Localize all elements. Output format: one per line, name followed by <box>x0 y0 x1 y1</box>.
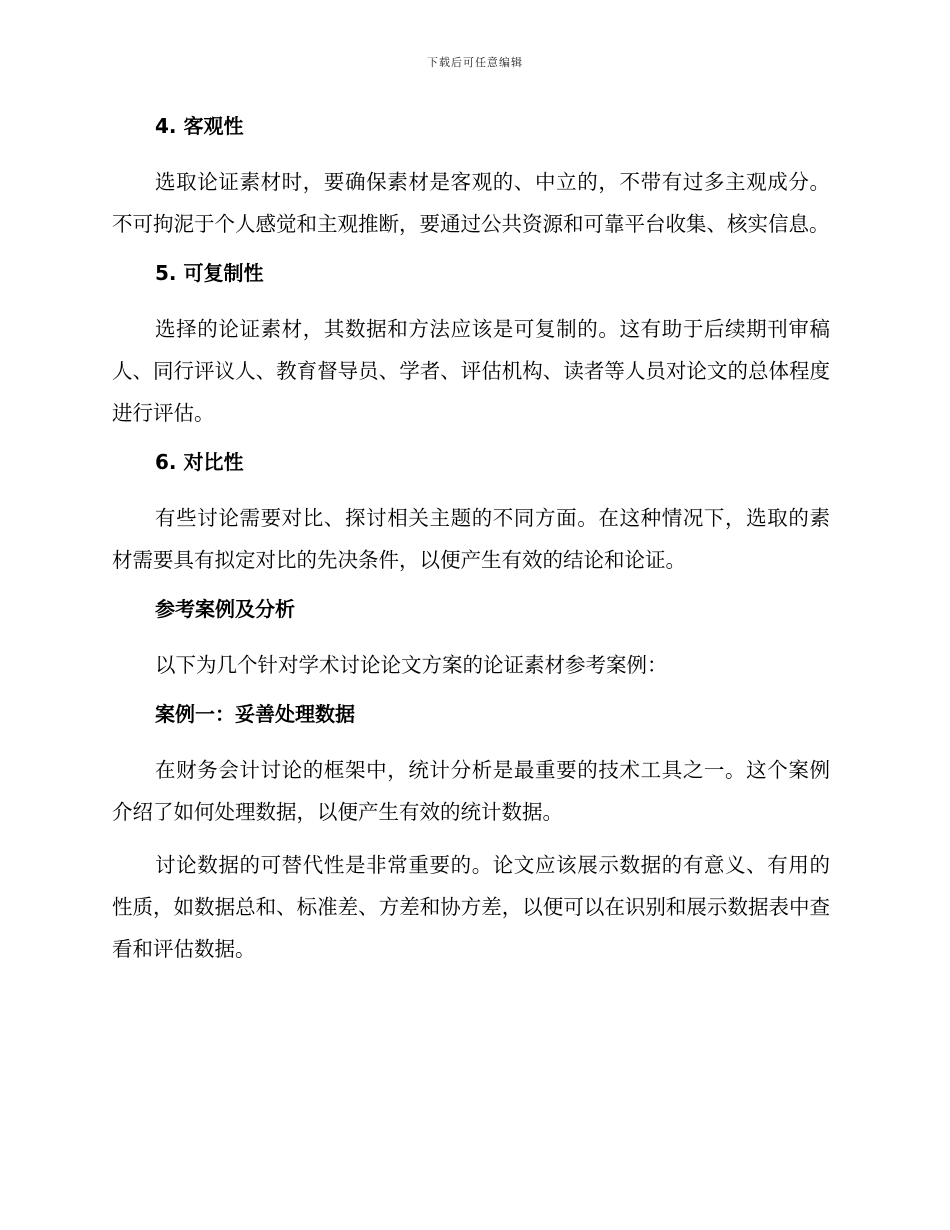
paragraph-comparability: 有些讨论需要对比、探讨相关主题的不同方面。在这种情况下，选取的素材需要具有拟定对比的先决条件，以便产生有效的结论和论证。 <box>112 506 830 572</box>
paragraph-reproducibility: 选择的论证素材，其数据和方法应该是可复制的。这有助于后续期刊审稿人、同行评议人、教育督导员、学者、评估机构、读者等人员对论文的总体程度进行评估。 <box>112 317 830 425</box>
section-heading-reference-cases: 参考案例及分析 <box>155 597 295 621</box>
page-header: 下载后可任意编辑 <box>427 56 523 69</box>
paragraph-reference-cases-intro: 以下为几个针对学术讨论论文方案的论证素材参考案例： <box>155 653 668 677</box>
section-heading-comparability: 6. 对比性 <box>155 450 244 474</box>
section-heading-reproducibility: 5. 可复制性 <box>155 261 264 285</box>
paragraph-objectivity: 选取论证素材时，要确保素材是客观的、中立的，不带有过多主观成分。不可拘泥于个人感觉和主观推断，要通过公共资源和可靠平台收集、核实信息。 <box>112 170 830 236</box>
section-heading-case-one: 案例一：妥善处理数据 <box>155 702 355 726</box>
document-body <box>112 109 830 981</box>
paragraph-case-one-intro: 在财务会计讨论的框架中，统计分析是最重要的技术工具之一。这个案例介绍了如何处理数据，以便产生有效的统计数据。 <box>112 758 830 824</box>
section-heading-objectivity: 4. 客观性 <box>155 114 244 138</box>
paragraph-case-one-detail: 讨论数据的可替代性是非常重要的。论文应该展示数据的有意义、有用的性质，如数据总和、标准差、方差和协方差，以便可以在识别和展示数据表中查看和评估数据。 <box>112 853 830 961</box>
